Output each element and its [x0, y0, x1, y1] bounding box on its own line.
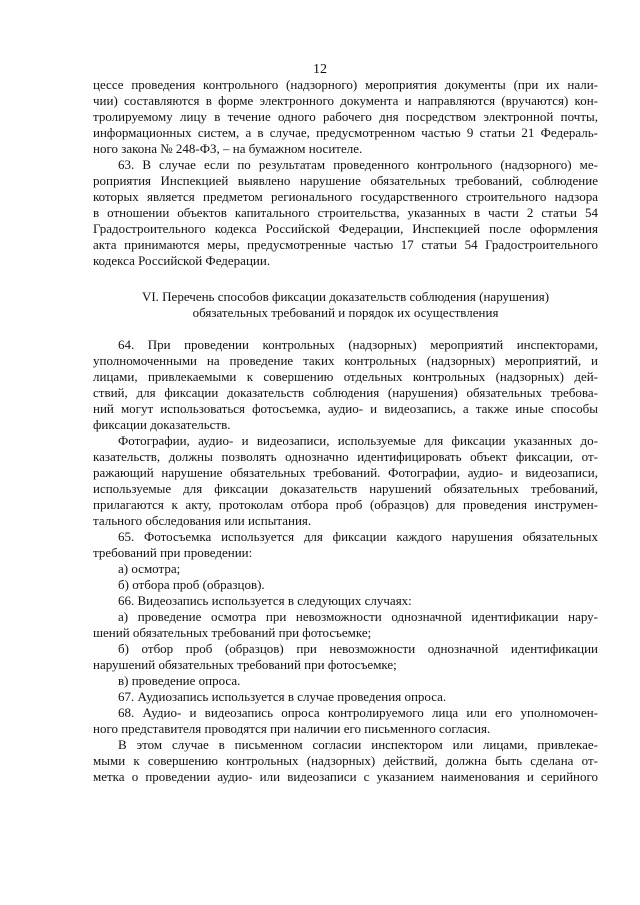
text-line: казательств, должны позволять однозначно идентифицировать объект фиксации, от- — [93, 449, 598, 464]
text-line: 67. Аудиозапись используется в случае проведения опроса. — [118, 689, 447, 704]
text-line: цессе проведения контрольного (надзорного) мероприятия документы (при их нали- — [93, 77, 598, 92]
text-line: тролируемому лицу в течение одного рабочего дня посредством электронной почты, — [93, 109, 598, 124]
text-line: тального обследования или испытания. — [93, 513, 312, 528]
text-line: 68. Аудио- и видеозапись опроса контролируемого лица или его уполномочен- — [118, 705, 598, 720]
text-line: а) осмотра; — [118, 561, 181, 576]
text-line: б) отбора проб (образцов). — [118, 577, 265, 592]
text-line: роприятия Инспекцией выявлено нарушение обязательных требований, соблюдение — [93, 173, 598, 188]
paragraph-block-top — [93, 77, 598, 269]
text-line: кодекса Российской Федерации. — [93, 253, 271, 268]
text-line: используемые для фиксации доказательств нарушений обязательных требований, — [93, 481, 598, 496]
text-line: 65. Фотосъемка используется для фиксации каждого нарушения обязательных — [118, 529, 598, 544]
text-line: ного представителя проводятся при наличии его письменного согласия. — [93, 721, 491, 736]
text-line: чии) составляются в форме электронного документа и направляются (вручаются) кон- — [93, 93, 598, 108]
text-line: Фотографии, аудио- и видеозаписи, используемые для фиксации указанных до- — [118, 433, 598, 448]
text-line: ражающий нарушение обязательных требований. Фотографии, аудио- и видеозаписи, — [93, 465, 598, 480]
paragraph-block-main — [93, 337, 598, 785]
text-line: шений обязательных требований при фотосъемке; — [93, 625, 372, 640]
text-line: нарушений обязательных требований при фотосъемке; — [93, 657, 397, 672]
text-line: акта принимаются меры, предусмотренные частью 17 статьи 54 Градостроительного — [93, 237, 598, 252]
section-heading — [93, 289, 598, 321]
text-line: 64. При проведении контрольных (надзорных) мероприятий инспекторами, — [118, 337, 598, 352]
text-line: информационных систем, а в случае, предусмотренном частью 9 статьи 21 Федераль- — [93, 125, 598, 140]
text-line: 66. Видеозапись используется в следующих случаях: — [118, 593, 412, 608]
text-line: ного закона № 248-ФЗ, – на бумажном носителе. — [93, 141, 363, 156]
text-line: лицами, привлекаемыми к совершению отдельных контрольных (надзорных) дей- — [93, 369, 598, 384]
text-line: а) проведение осмотра при невозможности однозначной идентификации нару- — [118, 609, 598, 624]
text-line: метка о проведении аудио- или видеозаписи с указанием наименования и серийного — [93, 769, 598, 784]
text-line: требований при проведении: — [93, 545, 253, 560]
text-line: уполномоченными на проведение таких контрольных (надзорных) мероприятий, и — [93, 353, 598, 368]
text-line: в отношении объектов капитального строительства, указанных в части 2 статьи 54 — [93, 205, 598, 220]
section-heading-line: VI. Перечень способов фиксации доказательств соблюдения (нарушения) — [141, 289, 550, 304]
text-line: мыми к совершению контрольных (надзорных) действий, должна быть сделана от- — [93, 753, 598, 768]
text-line: которых является предметом регионального государственного строительного надзора — [93, 189, 598, 204]
text-line: В этом случае в письменном согласии инспектором или лицами, привлекае- — [118, 737, 598, 752]
text-line: в) проведение опроса. — [118, 673, 241, 688]
text-line: б) отбор проб (образцов) при невозможности однозначной идентификации — [118, 641, 598, 656]
text-line: прилагаются к акту, протоколам отбора проб (образцов) для проведения инструмен- — [93, 497, 598, 512]
page-number: 12 — [313, 62, 327, 77]
text-line: Градостроительного кодекса Российской Федерации, Инспекцией после оформления — [93, 221, 598, 236]
text-line: фиксации доказательств. — [93, 417, 231, 432]
section-heading-line: обязательных требований и порядок их осуществления — [192, 305, 499, 320]
text-line: ний могут использоваться фотосъемка, аудио- и видеозапись, а также иные способы — [93, 401, 598, 416]
text-line: ствий, для фиксации доказательств соблюдения (нарушения) обязательных требова- — [93, 385, 598, 400]
text-line: 63. В случае если по результатам проведенного контрольного (надзорного) ме- — [118, 157, 598, 172]
